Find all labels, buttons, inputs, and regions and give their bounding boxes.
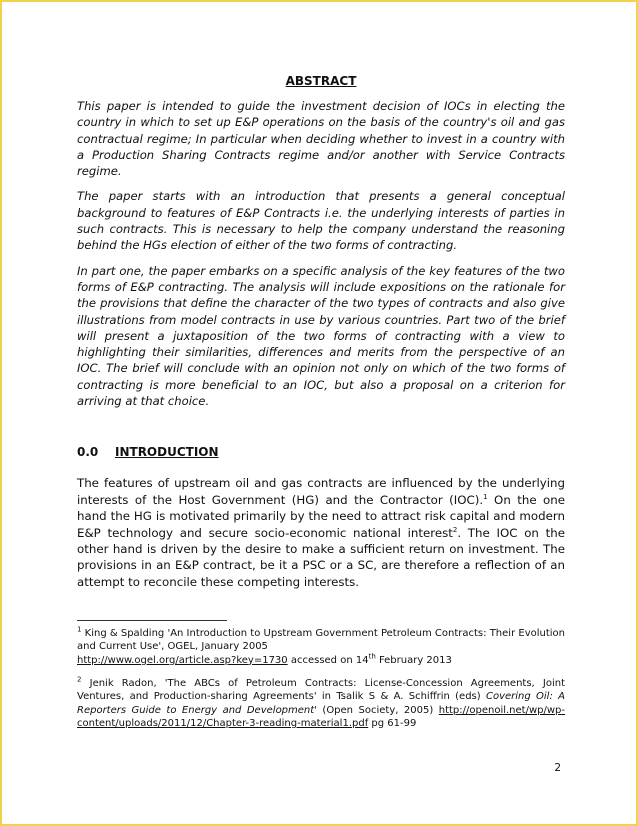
footnote-1-text: King & Spalding 'An Introduction to Upstream Government Petroleum Contracts: Their Evolution and Current Use', OGEL, January 2005	[77, 628, 565, 653]
footnote-2-publisher: (Open Society, 2005)	[316, 704, 434, 716]
footnote-divider	[77, 620, 227, 621]
page-number: 2	[554, 762, 561, 774]
footnote-2-link[interactable]: http://openoil.net/wp/wp-content/uploads/2011/12/Chapter-3-reading-material1.pdf	[77, 704, 565, 729]
footnote-2-italic-title: Covering Oil: A Reporters Guide to Energy and Development'	[77, 691, 565, 716]
footnote-2	[77, 677, 565, 730]
footnote-2-text: Jenik Radon, 'The ABCs of Petroleum Contracts: License-Concession Agreements, Joint Ventures, and Production-sharing Agreements' in Tsalik S & A. Schiffrin (eds)	[77, 678, 565, 703]
page-content	[77, 74, 565, 740]
abstract-paragraph-2: The paper starts with an introduction that presents a general conceptual background to features of E&P Contracts i.e. the underlying interests of parties in such contracts. This is necessary to help the company understand the reasoning behind the HGs election of either of the two forms of contracting.	[77, 189, 565, 253]
intro-text-1: The features of upstream oil and gas contracts are influenced by the underlying interests of the Host Government (HG) and the Contractor (IOC).	[77, 476, 565, 507]
footnote-1-accessed: accessed on 14	[287, 654, 369, 666]
intro-text-2: On the one hand the HG is motivated primarily by the need to attract risk capital and modern E&P technology and secure socio-economic national interest	[77, 492, 566, 540]
introduction-heading	[77, 445, 565, 459]
section-title: INTRODUCTION	[115, 445, 219, 460]
footnote-1-link[interactable]: http://www.ogel.org/article.asp?key=1730	[77, 654, 288, 666]
intro-text-3: . The IOC on the other hand is driven by the desire to make a sufficient return on investment. The provisions in an E&P contract, be it a PSC or a SC, are therefore a reflection of an attempt to reconcile these competing interests.	[77, 525, 565, 589]
section-number: 0.0	[77, 445, 99, 460]
footnote-1-date: February 2013	[375, 654, 452, 666]
footnote-ref-2[interactable]: 2	[452, 525, 458, 534]
footnote-marker-1: 1	[77, 625, 82, 634]
footnote-marker-2: 2	[77, 675, 82, 684]
footnote-1	[77, 627, 565, 667]
abstract-paragraph-3: In part one, the paper embarks on a specific analysis of the key features of the two forms of E&P contracting. The analysis will include expositions on the rationale for the provisions that define the character of the two types of contracts and also give illustrations from model contracts in use by various countries. Part two of the brief will present a juxtaposition of the two forms of contracting with a view to highlighting their similarities, differences and merits from the perspective of an IOC. The brief will conclude with an opinion not only on which of the two forms of contracting is more beneficial to an IOC, but also a proposal on a criterion for arriving at that choice.	[77, 263, 565, 409]
abstract-title: ABSTRACT	[285, 74, 357, 88]
footnote-ref-1[interactable]: 1	[483, 492, 488, 501]
footnote-1-ordinal: th	[368, 652, 376, 661]
abstract-paragraph-1: This paper is intended to guide the investment decision of IOCs in electing the country in which to set up E&P operations on the basis of the country's oil and gas contractual regime; In particular when deciding whether to invest in a country with a Production Sharing Contracts regime and/or another with Service Contracts regime.	[77, 99, 565, 179]
footnote-2-pages: pg 61-99	[368, 717, 417, 729]
introduction-paragraph	[77, 475, 565, 590]
